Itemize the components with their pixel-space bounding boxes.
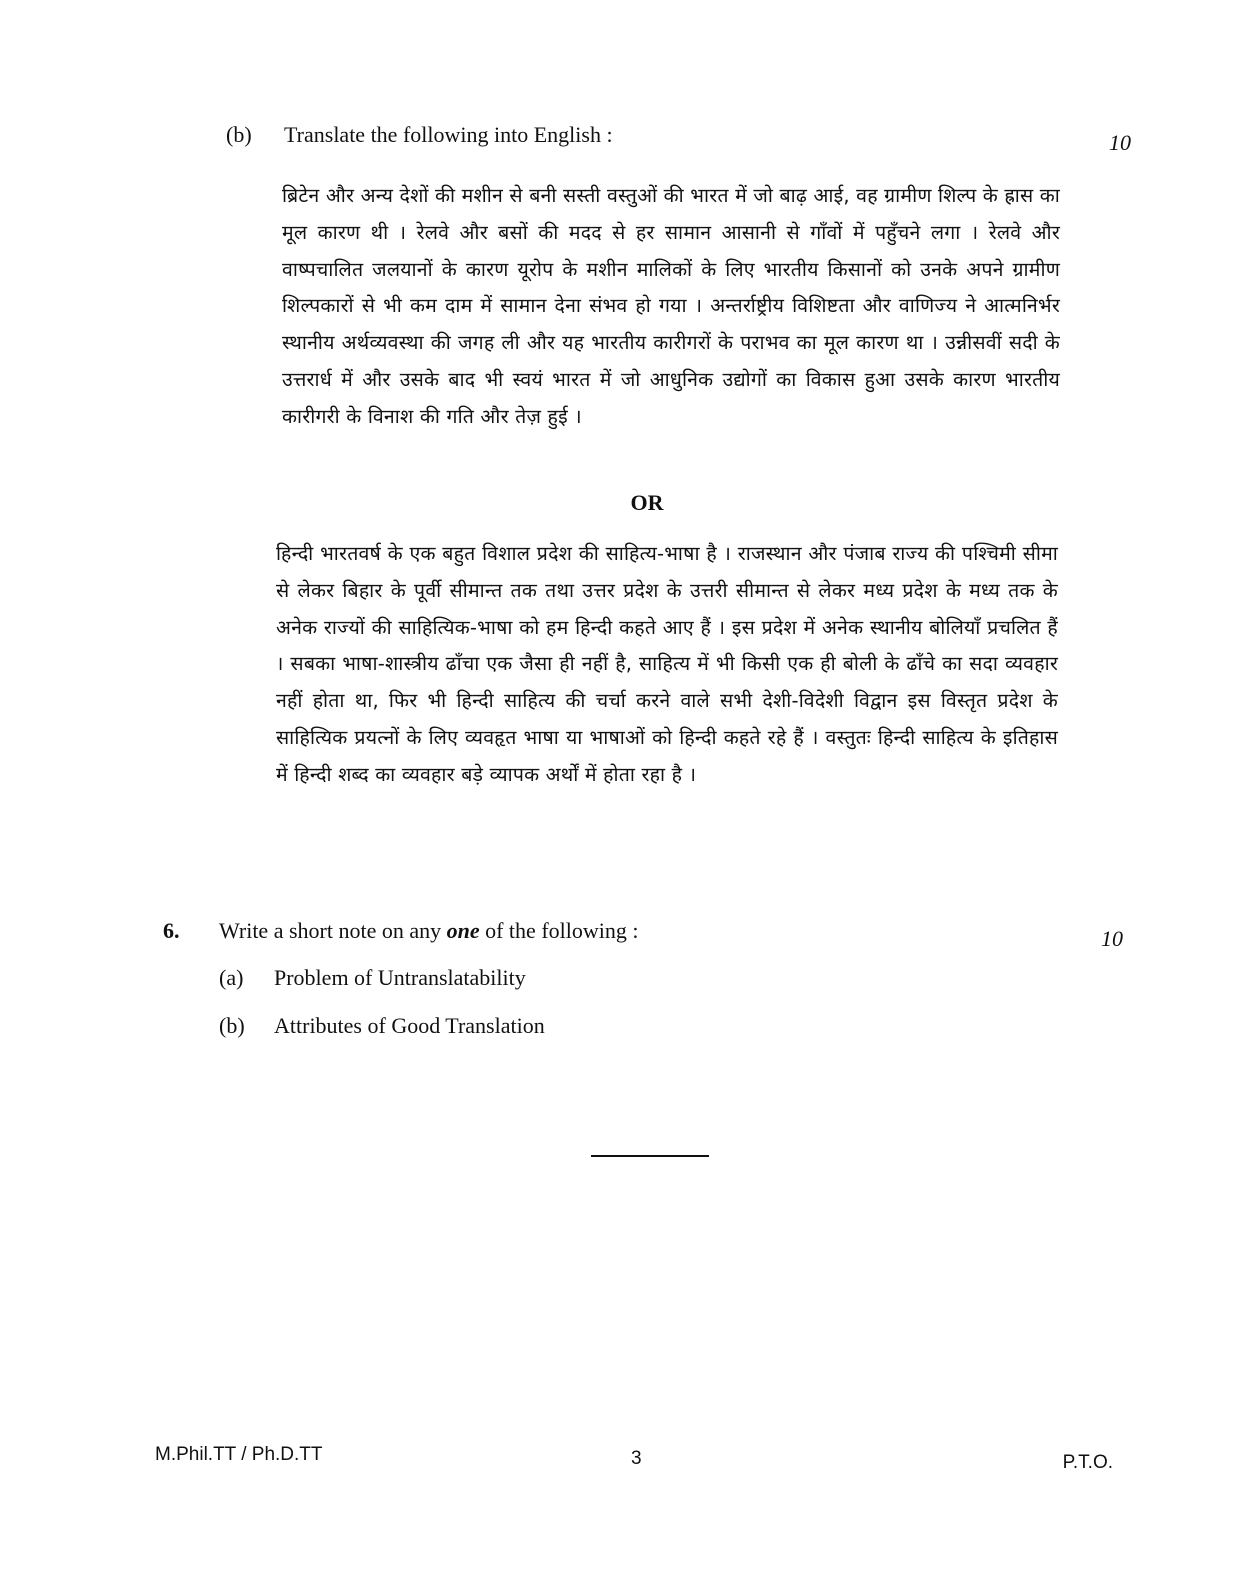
option-a-text: Problem of Untranslatability	[274, 965, 526, 990]
footer-pto: P.T.O.	[1062, 1452, 1113, 1473]
option-b-label: (b)	[219, 1013, 245, 1038]
question-5b-instruction: Translate the following into English :	[284, 122, 613, 147]
hindi-passage-1: ब्रिटेन और अन्य देशों की मशीन से बनी सस्ती वस्तुओं की भारत में जो बाढ़ आई, वह ग्रामीण शिल्प के ह्रास का मूल कारण थी । रेलवे और बसों की मदद से हर सामान आसानी से गाँवों में पहुँचने लगा । रेलवे और वाष्पचालित जलयानों के कारण यूरोप के मशीन मालिकों के लिए भारतीय किसानों को उनके अपने ग्रामीण शिल्पकारों से भी कम दाम में सामान देना संभव हो गया । अन्तर्राष्ट्रीय विशिष्टता और वाणिज्य ने आत्मनिर्भर स्थानीय अर्थव्यवस्था की जगह ली और यह भारतीय कारीगरों के पराभव का मूल कारण था । उन्नीसवीं सदी के उत्तरार्ध में और उसके बाद भी स्वयं भारत में जो आधुनिक उद्योगों का विकास हुआ उसके कारण भारतीय कारीगरी के विनाश की गति और तेज़ हुई ।	[282, 184, 1060, 428]
instruction-emphasis: one	[446, 918, 480, 943]
footer-course-code: M.Phil.TT / Ph.D.TT	[155, 1444, 323, 1465]
option-a-label: (a)	[219, 965, 244, 990]
question-6-number: 6.	[163, 918, 180, 943]
hindi-passage-2: हिन्दी भारतवर्ष के एक बहुत विशाल प्रदेश की साहित्य-भाषा है । राजस्थान और पंजाब राज्य की पश्चिमी सीमा से लेकर बिहार के पूर्वी सीमान्त तक तथा उत्तर प्रदेश के उत्तरी सीमान्त से लेकर मध्य प्रदेश के मध्य तक के अनेक राज्यों की साहित्यिक-भाषा को हम हिन्दी कहते आए हैं । इस प्रदेश में अनेक स्थानीय बोलियाँ प्रचलित हैं । सबका भाषा-शास्त्रीय ढाँचा एक जैसा ही नहीं है, साहित्य में भी किसी एक ही बोली के ढाँचे का सदा व्यवहार नहीं होता था, फिर भी हिन्दी साहित्य की चर्चा करने वाले सभी देशी-विदेशी विद्वान इस विस्तृत प्रदेश के साहित्यिक प्रयत्नों के लिए व्यवहृत भाषा या भाषाओं को हिन्दी कहते रहे हैं । वस्तुतः हिन्दी साहित्य के इतिहास में हिन्दी शब्द का व्यवहार बड़े व्यापक अर्थों में होता रहा है ।	[276, 542, 1058, 786]
instruction-before: Write a short note on any	[219, 918, 442, 943]
option-b-text: Attributes of Good Translation	[274, 1013, 545, 1038]
question-5b-label: (b)	[226, 122, 252, 147]
question-6-marks: 10	[1101, 926, 1123, 951]
end-of-paper-rule	[591, 1155, 709, 1157]
instruction-after: of the following :	[485, 918, 639, 943]
footer-page-number: 3	[631, 1448, 642, 1469]
question-5b-marks: 10	[1109, 130, 1131, 155]
question-6-instruction	[219, 918, 638, 944]
or-separator: OR	[630, 490, 664, 515]
